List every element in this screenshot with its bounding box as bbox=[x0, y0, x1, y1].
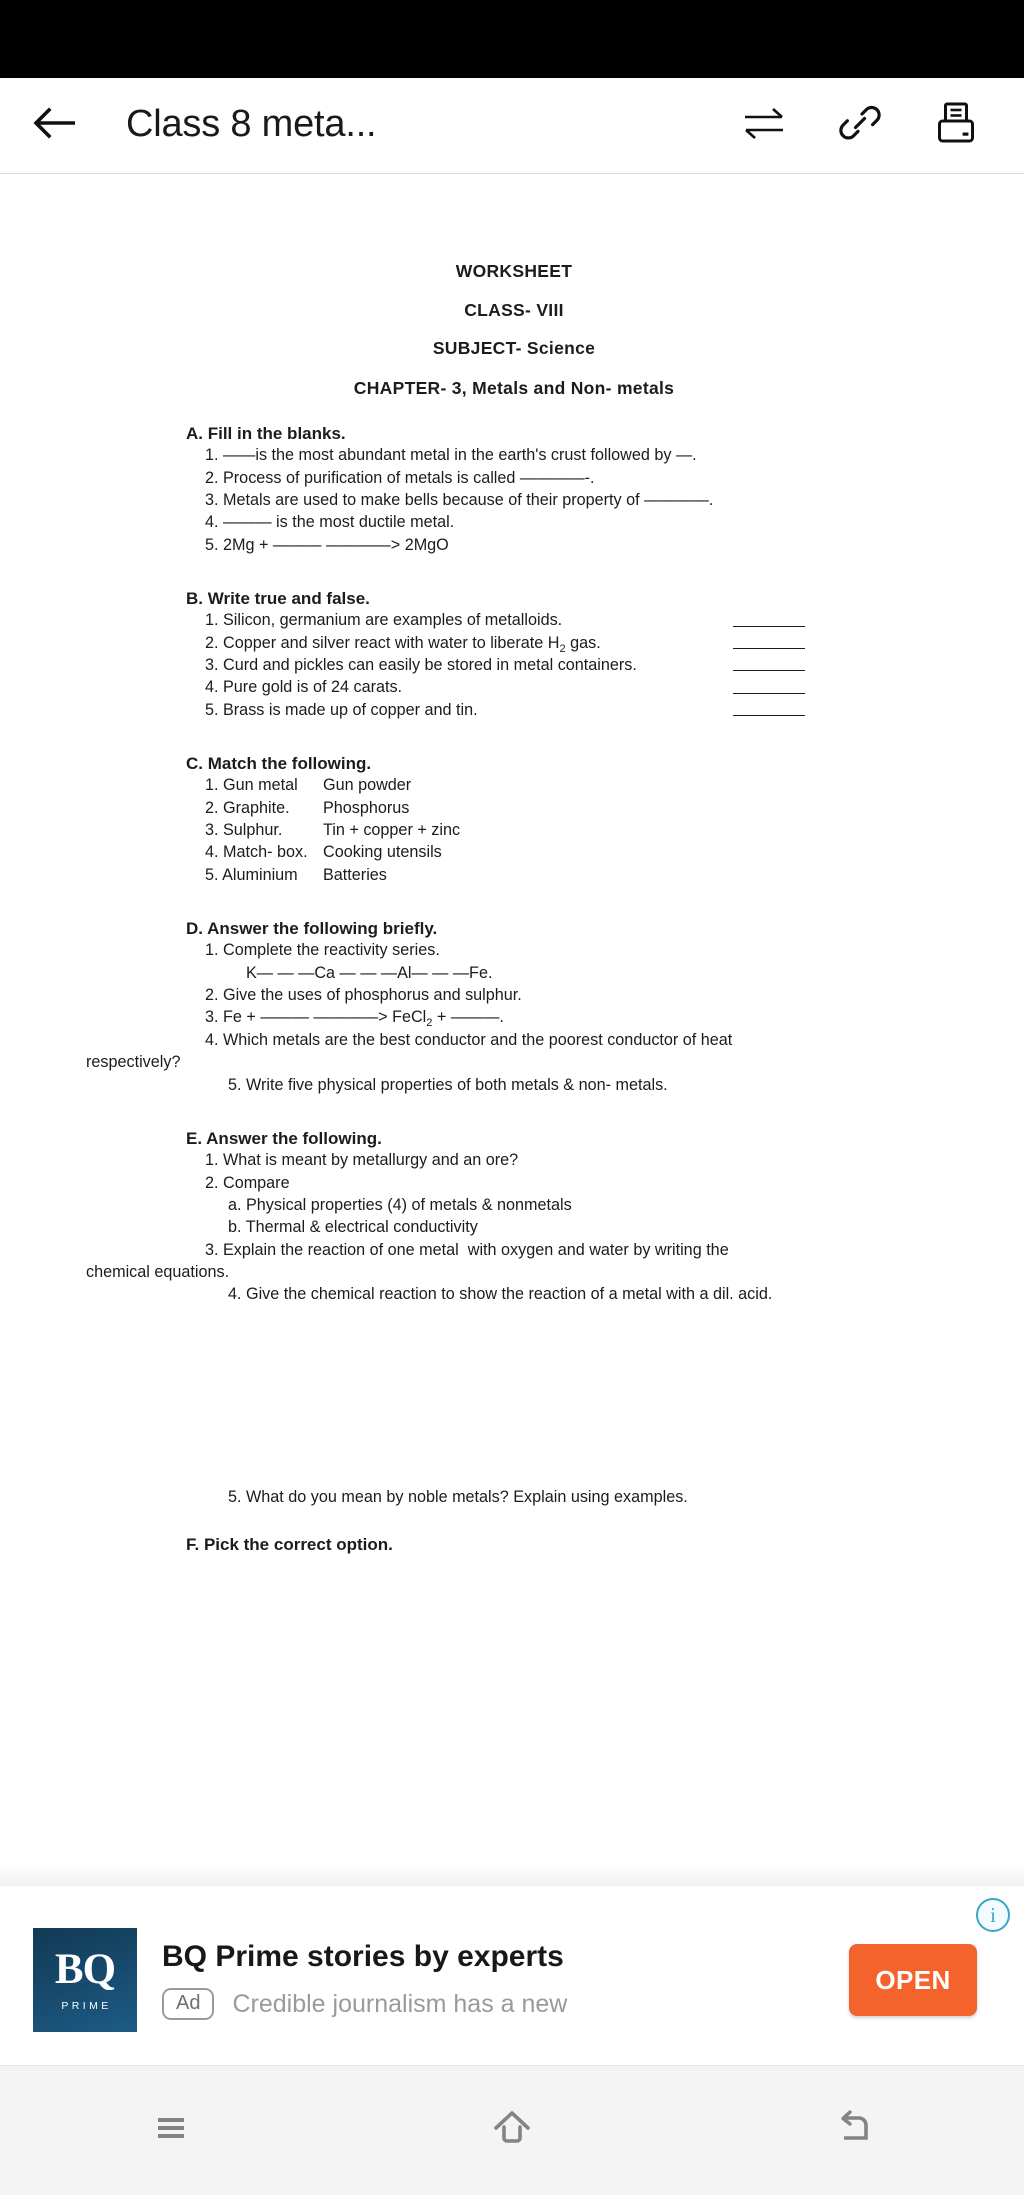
ad-advertiser-logo bbox=[33, 1928, 137, 2032]
swap-button[interactable] bbox=[716, 78, 812, 174]
ad-subrow bbox=[162, 1988, 849, 2020]
match-row bbox=[205, 819, 1024, 841]
section-e-item-2: 2. Compare bbox=[205, 1173, 290, 1192]
home-button[interactable] bbox=[341, 2066, 682, 2195]
ad-headline: BQ Prime stories by experts bbox=[162, 1939, 564, 1973]
section-b-item-3-text: 3. Curd and pickles can easily be stored in metal containers. bbox=[205, 656, 637, 675]
section-e-item-4: 4. Give the chemical reaction to show the reaction of a metal with a dil. acid. bbox=[228, 1285, 773, 1304]
match-right-4: Cooking utensils bbox=[323, 843, 442, 862]
section-b-item-2 bbox=[205, 632, 805, 654]
answer-blank-line bbox=[733, 648, 805, 649]
ad-body-text: Credible journalism has a new bbox=[232, 1989, 568, 2018]
swap-vertical-arrows-icon bbox=[741, 106, 787, 145]
section-b-item-3 bbox=[205, 654, 805, 676]
back-button-nav[interactable] bbox=[683, 2066, 1024, 2195]
match-row bbox=[205, 841, 1024, 863]
back-arrow-icon bbox=[32, 103, 78, 148]
section-a-item-1: 1. ——is the most abundant metal in the earth's crust followed by —. bbox=[205, 446, 697, 465]
section-b-item-5-text: 5. Brass is made up of copper and tin. bbox=[205, 700, 478, 719]
print-icon bbox=[935, 101, 977, 150]
document-viewport[interactable] bbox=[0, 175, 1024, 1885]
ad-open-button[interactable]: OPEN bbox=[849, 1944, 977, 2016]
page-title: Class 8 meta... bbox=[126, 103, 377, 145]
worksheet-heading bbox=[0, 263, 1024, 397]
section-e-item-2b: b. Thermal & electrical conductivity bbox=[228, 1218, 478, 1237]
section-b-item-1 bbox=[205, 609, 805, 631]
heading-chapter: CHAPTER- 3, Metals and Non- metals bbox=[353, 377, 675, 398]
ad-content-row bbox=[0, 1924, 1024, 2036]
section-d-item-2: 2. Give the uses of phosphorus and sulphur. bbox=[205, 986, 522, 1005]
home-icon bbox=[489, 2105, 535, 2156]
section-e bbox=[0, 1128, 1024, 1508]
match-left-5: 5. Aluminium bbox=[205, 865, 298, 884]
section-e-item-3: 3. Explain the reaction of one metal with oxygen and water by writing the bbox=[205, 1240, 729, 1259]
section-b-item-4-text: 4. Pure gold is of 24 carats. bbox=[205, 678, 403, 697]
worksheet-page bbox=[0, 263, 1024, 1555]
answer-blank-line bbox=[733, 670, 805, 671]
section-a-title: A. Fill in the blanks. bbox=[186, 424, 346, 443]
answer-blank-line bbox=[733, 626, 805, 627]
match-left-2: 2. Graphite. bbox=[205, 798, 290, 817]
section-a-item-3: 3. Metals are used to make bells because of their property of ————. bbox=[205, 490, 714, 509]
section-b-item-4 bbox=[205, 676, 805, 698]
section-a-item-4: 4. ——— is the most ductile metal. bbox=[205, 513, 455, 532]
match-row bbox=[205, 774, 1024, 796]
section-c bbox=[0, 753, 1024, 886]
section-d-item-4-continuation: respectively? bbox=[86, 1053, 181, 1072]
section-b-title: B. Write true and false. bbox=[186, 589, 370, 609]
match-left-3: 3. Sulphur. bbox=[205, 821, 283, 840]
heading-worksheet: WORKSHEET bbox=[455, 261, 573, 281]
app-bar bbox=[0, 78, 1024, 174]
match-right-5: Batteries bbox=[323, 865, 387, 884]
section-d-item-3: 3. Fe + ——— ————> FeCl$_2$ + ———. bbox=[205, 1008, 504, 1030]
section-e-item-2a: a. Physical properties (4) of metals & nonmetals bbox=[228, 1195, 572, 1214]
ad-banner[interactable] bbox=[0, 1885, 1024, 2065]
page-gap bbox=[0, 1306, 1024, 1486]
share-link-button[interactable] bbox=[812, 78, 908, 174]
section-a-item-2: 2. Process of purification of metals is called ————-. bbox=[205, 468, 595, 487]
heading-subject: SUBJECT- Science bbox=[432, 338, 596, 358]
heading-class: CLASS- VIII bbox=[464, 299, 564, 320]
ad-text-block bbox=[137, 1940, 849, 2021]
section-d-item-4: 4. Which metals are the best conductor and the poorest conductor of heat bbox=[205, 1030, 733, 1049]
section-b-item-5 bbox=[205, 699, 805, 721]
section-d-title: D. Answer the following briefly. bbox=[186, 919, 438, 939]
match-row bbox=[205, 864, 1024, 886]
back-icon bbox=[830, 2105, 876, 2156]
section-d-reactivity-series: K— — —Ca — — —Al— — —Fe. bbox=[246, 963, 493, 982]
recents-icon bbox=[150, 2107, 192, 2154]
answer-blank-line bbox=[733, 693, 805, 694]
ad-badge: Ad bbox=[162, 1988, 214, 2020]
section-e-item-1: 1. What is meant by metallurgy and an ore? bbox=[205, 1151, 519, 1170]
back-button[interactable] bbox=[0, 78, 110, 174]
section-d-item-1: 1. Complete the reactivity series. bbox=[205, 941, 440, 960]
match-right-2: Phosphorus bbox=[323, 798, 410, 817]
section-c-title: C. Match the following. bbox=[186, 754, 372, 774]
section-d-item-5: 5. Write five physical properties of both metals & non- metals. bbox=[228, 1075, 668, 1094]
match-row bbox=[205, 797, 1024, 819]
content-fade-scrim bbox=[0, 1862, 1024, 1886]
ad-info-icon[interactable]: i bbox=[976, 1898, 1010, 1932]
ad-logo-sub: PRIME bbox=[61, 2000, 112, 2012]
print-button[interactable] bbox=[908, 78, 1004, 174]
system-navigation-bar bbox=[0, 2065, 1024, 2195]
match-right-3: Tin + copper + zinc bbox=[323, 821, 461, 840]
recents-button[interactable] bbox=[0, 2066, 341, 2195]
ad-logo-main: BQ bbox=[54, 1946, 116, 1993]
section-f bbox=[0, 1534, 1024, 1555]
section-e-item-5: 5. What do you mean by noble metals? Explain using examples. bbox=[228, 1487, 688, 1506]
section-b bbox=[0, 588, 1024, 721]
section-b-item-2-text: 2. Copper and silver react with water to liberate $H_2$ gas. bbox=[205, 633, 601, 655]
section-a-item-5: 5. 2Mg + ——— ————> 2MgO bbox=[205, 535, 449, 554]
match-right-1: Gun powder bbox=[323, 776, 412, 795]
status-bar bbox=[0, 0, 1024, 78]
section-e-title: E. Answer the following. bbox=[186, 1128, 382, 1148]
match-left-1: 1. Gun metal bbox=[205, 776, 298, 795]
link-icon bbox=[839, 102, 881, 149]
section-b-item-1-text: 1. Silicon, germanium are examples of metalloids. bbox=[205, 611, 563, 630]
section-a bbox=[0, 423, 1024, 556]
match-left-4: 4. Match- box. bbox=[205, 843, 308, 862]
section-d bbox=[0, 918, 1024, 1096]
section-e-item-3-continuation: chemical equations. bbox=[86, 1262, 230, 1281]
answer-blank-line bbox=[733, 715, 805, 716]
section-f-title: F. Pick the correct option. bbox=[186, 1535, 393, 1555]
